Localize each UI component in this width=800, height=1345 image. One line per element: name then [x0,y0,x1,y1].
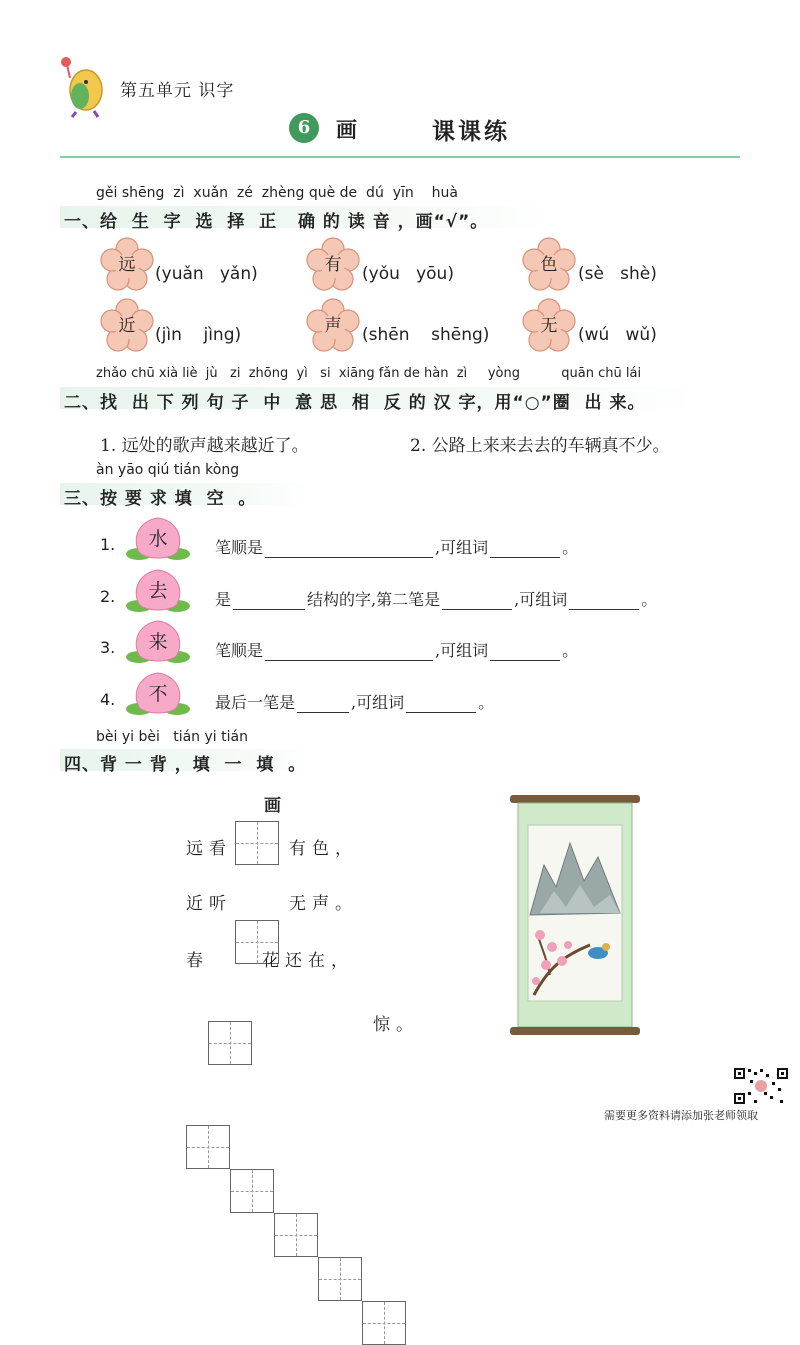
text-part: 。 [478,693,495,712]
answer-blank[interactable] [406,694,476,713]
peach-item [125,617,191,673]
poem-line-before: 远看 [186,839,232,859]
flower-item [305,298,361,358]
answer-blank[interactable] [265,539,433,558]
qr-code[interactable] [732,1066,790,1106]
question-text [215,587,657,610]
section1-heading: 一、给 生 字 选 择 正 确 的 读 音 ，画“√”。 [64,212,489,232]
question-text [215,535,578,558]
answer-blank[interactable] [569,591,639,610]
text-part: 最后一笔是 [215,693,296,712]
flower-item [305,237,361,297]
poem-line-before: 近听 [186,894,232,914]
peach-char: 不 [148,683,168,705]
pinyin-options[interactable]: (shēn shēng) [362,325,490,345]
section2-heading: 二、找 出 下 列 句 子 中 意 思 相 反 的 汉 字，用“○”圈 出 来。 [64,393,646,413]
answer-blank[interactable] [297,694,349,713]
text-part: 是 [215,590,232,609]
flower-item [521,237,577,297]
sentence-1[interactable]: 1. 远处的歌声越来越近了。 [100,436,309,456]
peach-item [125,669,191,725]
peach-item [125,566,191,622]
text-part: 笔顺是 [215,641,264,660]
text-part: 。 [562,641,579,660]
pinyin-options[interactable]: (wú wǔ) [578,325,657,345]
answer-blank[interactable] [265,642,433,661]
text-part: ,可组词 [351,693,405,712]
flower-char: 有 [324,255,342,275]
peach-item [125,514,191,570]
poem-line-before: 春 [186,951,209,971]
flower-item [521,298,577,358]
poem-line-after: 无声。 [289,894,358,914]
section4-pinyin: bèi yi bèi tián yi tián [96,729,248,745]
pinyin-options[interactable]: (yuǎn yǎn) [155,264,258,284]
lesson-title: 画 [336,117,357,142]
answer-box[interactable] [230,1169,274,1213]
text-part: 。 [562,538,579,557]
pinyin-options[interactable]: (yǒu yōu) [362,264,454,284]
text-part: 笔顺是 [215,538,264,557]
flower-char: 色 [540,255,558,275]
unit-title: 第五单元 识字 [120,81,235,101]
question-number: 1. [100,535,116,554]
sentence-2[interactable]: 2. 公路上来来去去的车辆真不少。 [410,436,670,456]
question-number: 2. [100,587,116,606]
poem-line-after: 惊。 [373,1015,419,1035]
text-part: ,可组词 [435,538,489,557]
peach-char: 水 [148,528,168,550]
pinyin-options[interactable]: (sè shè) [578,264,657,284]
answer-box[interactable] [362,1301,406,1345]
flower-char: 远 [118,255,136,275]
text-part: ,可组词 [435,641,489,660]
answer-blank[interactable] [233,591,305,610]
answer-box[interactable] [318,1257,362,1301]
answer-box[interactable] [208,1021,252,1065]
flower-char: 无 [540,316,558,336]
question-text [215,690,494,713]
flower-char: 近 [118,316,136,336]
footer-note: 需要更多资料请添加张老师领取 [604,1109,758,1122]
poem-line-after: 有色， [289,839,358,859]
peach-char: 来 [148,631,168,653]
lesson-subtitle: 课课练 [432,119,510,145]
peach-char: 去 [148,580,168,602]
scroll-painting [510,795,640,1035]
section1-pinyin: gěi shēng zì xuǎn zé zhèng què de dú yīn huà [96,185,458,201]
poem-title: 画 [264,796,281,816]
question-number: 4. [100,690,116,709]
text-part: 。 [641,590,658,609]
section2-pinyin: zhǎo chū xià liè jù zi zhōng yì si xiāng fǎn de hàn zì yòng quān chū lái [96,366,642,381]
mascot-icon [56,56,108,118]
question-text [215,638,578,661]
flower-char: 声 [324,316,342,336]
lesson-number-badge: 6 [289,113,319,143]
poem-line-after: 花还在， [262,951,354,971]
text-part: ,可组词 [514,590,568,609]
section3-pinyin: àn yāo qiú tián kòng [96,462,240,478]
answer-blank[interactable] [442,591,512,610]
answer-box[interactable] [274,1213,318,1257]
answer-box[interactable] [235,821,279,865]
flower-item [99,237,155,297]
header-divider [60,156,740,158]
text-part: 结构的字,第二笔是 [307,590,441,609]
answer-blank[interactable] [490,539,560,558]
answer-blank[interactable] [490,642,560,661]
section4-heading: 四、背 一 背 ，填 一 填 。 [64,755,307,775]
question-number: 3. [100,638,116,657]
pinyin-options[interactable]: (jìn jìng) [155,325,242,345]
section3-heading: 三、按 要 求 填 空 。 [64,489,257,509]
flower-item [99,298,155,358]
